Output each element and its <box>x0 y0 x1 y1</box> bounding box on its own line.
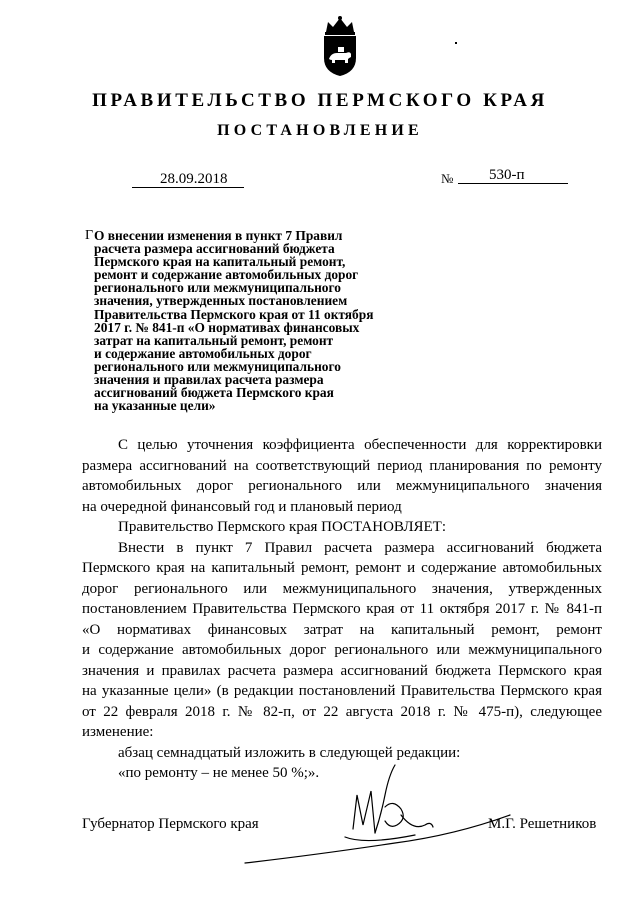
title-line: регионального или межмуниципального <box>94 358 341 374</box>
title-line: значения, утвержденных постановлением <box>94 293 348 309</box>
government-title: ПРАВИТЕЛЬСТВО ПЕРМСКОГО КРАЯ <box>92 90 548 111</box>
speck <box>455 42 457 44</box>
title-line: О внесении изменения в пункт 7 Правил <box>94 228 343 243</box>
title-bracket: Γ <box>85 228 94 243</box>
title-line: расчета размера ассигнований бюджета <box>94 241 335 257</box>
decree-line: Правительство Пермского края ПОСТАНОВЛЯЕТ: <box>118 519 447 535</box>
document-body <box>82 435 602 784</box>
document-title <box>94 229 414 412</box>
signer-name: М.Г. Решетников <box>488 816 597 832</box>
title-line: ремонт и содержание автомобильных дорог <box>94 267 359 283</box>
body-line: Пермского края на капитальный ремонт, ремонт и содержание автомобильных <box>82 560 602 576</box>
body-line: автомобильных дорог регионального или межмуниципального значения <box>82 478 602 494</box>
signer-title: Губернатор Пермского края <box>82 816 259 832</box>
body-line: «О нормативах финансовых затрат на капитальный ремонт, ремонт <box>82 621 602 638</box>
body-line: постановлением Правительства Пермского края от 11 октября 2017 г. № 841-п <box>82 601 602 617</box>
title-line: регионального или межмуниципального <box>94 280 341 296</box>
body-line: абзац семнадцатый изложить в следующей редакции: <box>118 744 461 761</box>
date-underline <box>132 187 244 188</box>
body-line: на очередной финансовый год и плановый период <box>82 498 402 515</box>
title-line: на указанные цели» <box>94 398 216 414</box>
document-number: 530-п <box>489 167 525 183</box>
handwritten-signature <box>225 755 515 875</box>
number-label: № <box>441 171 454 186</box>
title-line: ассигнований бюджета Пермского края <box>94 385 334 401</box>
title-line: значения и правилах расчета размера <box>94 372 324 388</box>
document-type: ПОСТАНОВЛЕНИЕ <box>217 122 423 139</box>
body-line: С целью уточнения коэффициента обеспеченности для корректировки <box>118 437 602 453</box>
body-line: дорог регионального или межмуниципального значения, утвержденных <box>82 580 602 597</box>
perm-krai-coat-of-arms-icon <box>320 14 360 78</box>
body-line: Внести в пункт 7 Правил расчета размера ассигнований бюджета <box>118 539 602 556</box>
body-line: и содержание автомобильных дорог регионального или межмуниципального <box>82 642 602 658</box>
title-line: Правительства Пермского края от 11 октября <box>94 306 374 322</box>
title-line: Пермского края на капитальный ремонт, <box>94 254 346 270</box>
body-line: изменение: <box>82 724 154 740</box>
body-line: от 22 февраля 2018 г. № 82-п, от 22 августа 2018 г. № 475-п), следующее <box>82 703 602 720</box>
body-line: «по ремонту – не менее 50 %;». <box>118 765 320 781</box>
body-line: значения и правилах расчета размера ассигнований бюджета Пермского края <box>82 662 602 679</box>
body-line: на указанные цели» (в редакции постановлений Правительства Пермского края <box>82 683 602 699</box>
body-line: размера ассигнований на соответствующий период планирования по ремонту <box>82 457 602 474</box>
title-line: 2017 г. № 841-п «О нормативах финансовых <box>94 319 360 335</box>
title-line: и содержание автомобильных дорог <box>94 345 312 361</box>
title-line: затрат на капитальный ремонт, ремонт <box>94 332 334 348</box>
document-date: 28.09.2018 <box>160 171 228 187</box>
